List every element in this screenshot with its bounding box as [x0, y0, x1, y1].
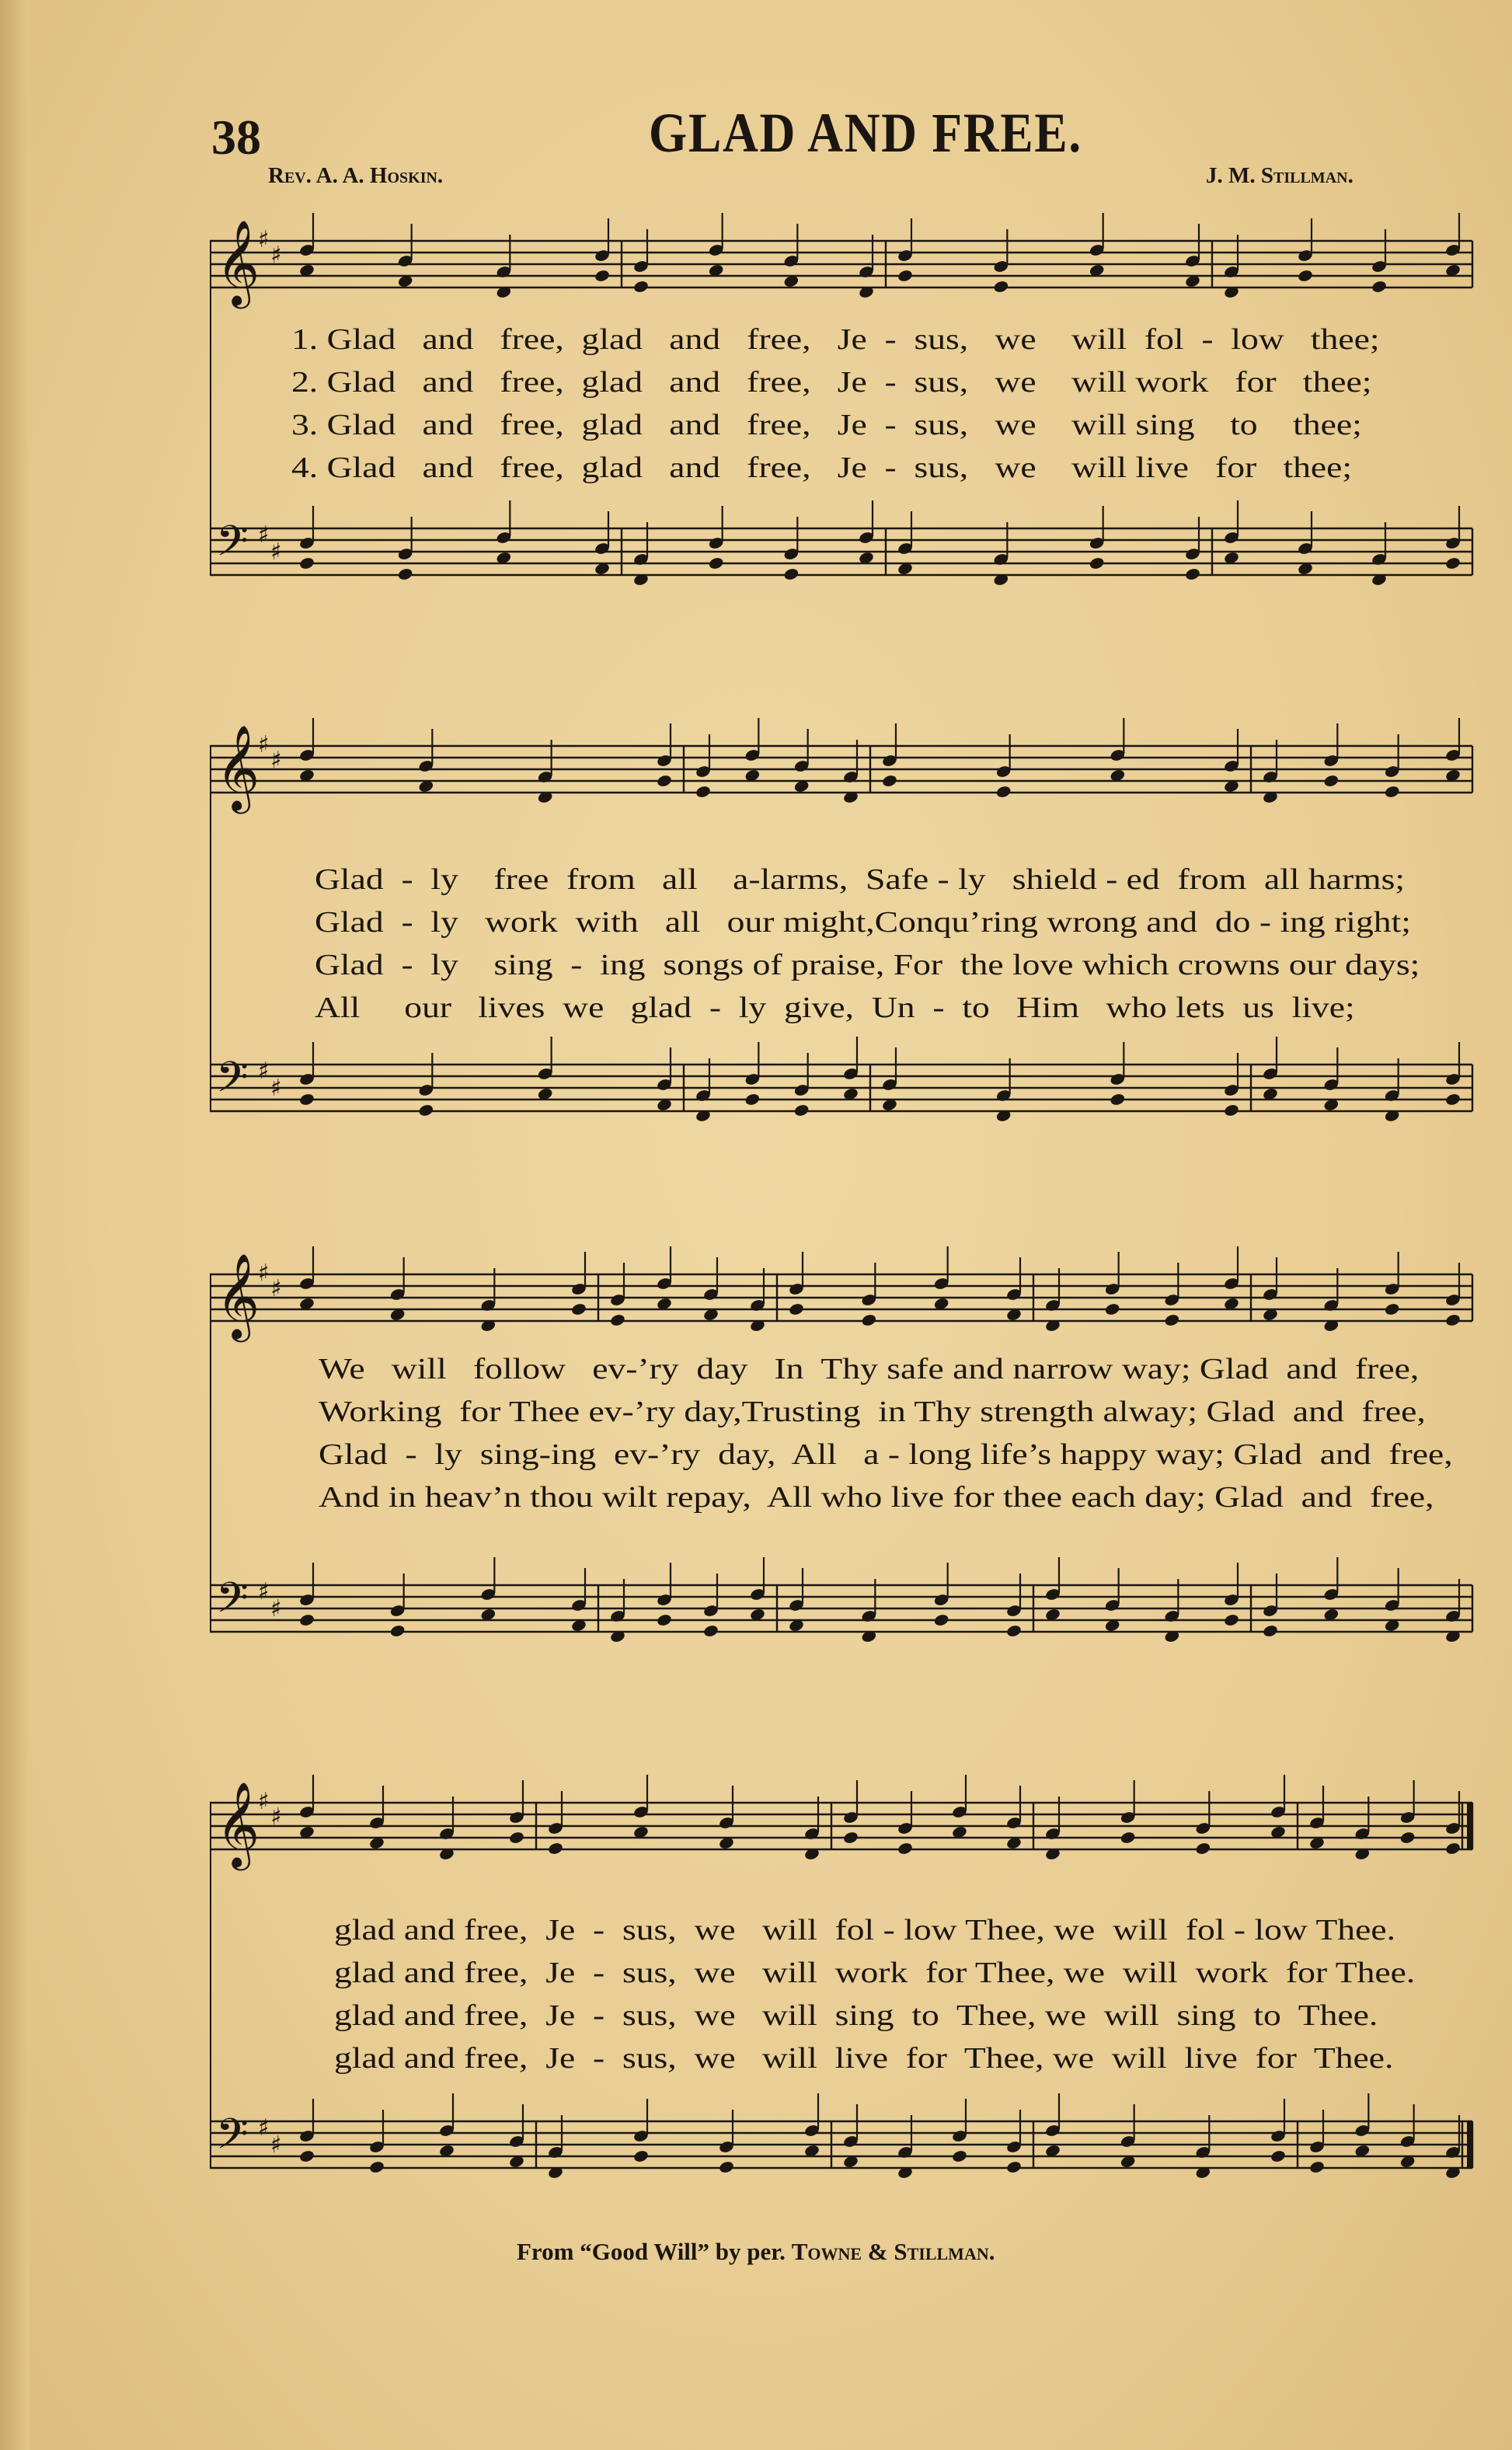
note-head [1308, 2160, 1325, 2174]
note-head [861, 1313, 877, 1327]
treble-clef: 𝄞 [216, 1782, 260, 1867]
sharp-sign: ♯ [258, 226, 270, 253]
treble-staff [210, 220, 1472, 309]
bass-clef: 𝄢 [216, 1574, 249, 1633]
treble-clef: 𝄞 [216, 220, 260, 305]
system-2-verse-3: Glad - ly sing - ing songs of praise, For the love which crowns our days; [315, 949, 1420, 981]
sharp-sign: ♯ [258, 1260, 270, 1287]
note-head [1444, 1842, 1461, 1856]
note-head [1164, 1313, 1180, 1327]
note-head [1444, 1093, 1461, 1107]
note-head [609, 1313, 625, 1327]
note-head [897, 269, 913, 283]
system-4-verse-1: glad and free, Je - sus, we will fol - low Thee, we will fol - low Thee. [334, 1914, 1395, 1946]
sharp-sign: ♯ [270, 1075, 282, 1102]
note-head [1270, 2149, 1286, 2163]
note-head [793, 1103, 810, 1117]
treble-clef: 𝄞 [216, 1253, 260, 1339]
note-head [1384, 785, 1400, 799]
bass-staff [210, 1054, 1472, 1112]
bass-staff [210, 518, 1472, 576]
sharp-sign: ♯ [258, 1058, 270, 1085]
system-1-verse-4: 4. Glad and free, glad and free, Je - sus, we will live for thee; [291, 451, 1353, 484]
note-head [570, 1302, 587, 1316]
system-1-staves [210, 202, 1484, 606]
source-credit [517, 2238, 995, 2266]
final-bar-thick [1467, 2121, 1472, 2168]
sharp-sign: ♯ [270, 538, 282, 566]
system-3-verse-1: We will follow ev-’ry day In Thy safe and narrow way; Glad and free, [319, 1353, 1420, 1385]
note-head [695, 785, 711, 799]
bass-clef: 𝄢 [216, 1054, 249, 1112]
note-head [418, 1103, 434, 1117]
system-2-verse-2: Glad - ly work with all our might,Conqu’ring wrong and do - ing right; [315, 906, 1411, 939]
system-3-verse-2: Working for Thee ev-’ry day,Trusting in Thy strength alway; Glad and free, [319, 1396, 1426, 1428]
system-1-verse-2: 2. Glad and free, glad and free, Je - sus, we will work for thee; [291, 366, 1372, 399]
note-head [298, 1093, 315, 1107]
system-1-verse-3: 3. Glad and free, glad and free, Je - sus, we will sing to thee; [291, 409, 1362, 441]
note-head [1005, 1624, 1022, 1638]
page-gutter [0, 0, 30, 2450]
sharp-sign: ♯ [258, 521, 270, 549]
note-head [933, 1613, 949, 1627]
note-head [1005, 2160, 1022, 2174]
note-head [1104, 1302, 1120, 1316]
sharp-sign: ♯ [258, 1578, 270, 1605]
note-head [995, 785, 1012, 799]
note-head [298, 2149, 315, 2163]
bass-staff [210, 2110, 1472, 2169]
system-2-verse-1: Glad - ly free from all a-larms, Safe - ly shield - ed from all harms; [315, 863, 1406, 896]
note-head [389, 1624, 406, 1638]
source-credit-prefix: From “Good Will” by per. [517, 2238, 786, 2265]
note-head [1120, 1831, 1136, 1845]
note-head [397, 567, 413, 581]
note-head [632, 2149, 649, 2163]
system-3-verse-4: And in heav’n thou wilt repay, All who live for thee each day; Glad and free, [319, 1481, 1434, 1514]
sharp-sign: ♯ [270, 2131, 282, 2159]
note-head [547, 1842, 563, 1856]
note-head [1223, 1613, 1239, 1627]
note-head [1399, 1831, 1416, 1845]
note-head [1223, 1103, 1239, 1117]
sharp-sign: ♯ [270, 1804, 282, 1831]
note-head [783, 567, 800, 581]
sharp-sign: ♯ [270, 1595, 282, 1622]
sharp-sign: ♯ [258, 2114, 270, 2142]
note-head [1371, 280, 1387, 294]
system-3-verse-3: Glad - ly sing-ing ev-’ry day, All a - long life’s happy way; Glad and free, [319, 1438, 1453, 1471]
note-head [656, 1613, 672, 1627]
note-head [1195, 1842, 1211, 1856]
note-head [656, 774, 672, 788]
treble-staff [210, 725, 1472, 814]
note-head [842, 1831, 859, 1845]
note-head [1110, 1093, 1126, 1107]
sharp-sign: ♯ [270, 747, 282, 774]
note-head [788, 1302, 804, 1316]
sharp-sign: ♯ [258, 731, 270, 758]
system-4-verse-4: glad and free, Je - sus, we will live for Thee, we will live for Thee. [334, 2042, 1394, 2075]
sharp-sign: ♯ [258, 1788, 270, 1815]
lyricist-credit: Rev. A. A. Hoskin. [268, 163, 444, 188]
note-head [1444, 1313, 1461, 1327]
note-head [881, 774, 897, 788]
note-head [298, 556, 315, 570]
note-head [1184, 567, 1200, 581]
note-head [951, 2149, 967, 2163]
note-head [744, 1093, 761, 1107]
note-head [594, 269, 610, 283]
bass-clef: 𝄢 [216, 2110, 249, 2169]
treble-clef: 𝄞 [216, 725, 260, 810]
note-head [1384, 1302, 1400, 1316]
source-credit-names: Towne & Stillman. [791, 2238, 995, 2265]
note-head [508, 1831, 524, 1845]
hymn-title: GLAD AND FREE. [649, 102, 1082, 164]
note-head [632, 280, 649, 294]
note-head [718, 2160, 734, 2174]
system-4-verse-3: glad and free, Je - sus, we will sing to Thee, we will sing to Thee. [334, 1999, 1378, 2032]
note-head [993, 280, 1009, 294]
system-4-verse-2: glad and free, Je - sus, we will work for Thee, we will work for Thee. [334, 1957, 1416, 1989]
note-head [368, 2160, 385, 2174]
note-head [1089, 556, 1105, 570]
composer-credit: J. M. Stillman. [1206, 163, 1353, 188]
note-head [1444, 556, 1461, 570]
final-bar-thick [1467, 1803, 1472, 1849]
system-1-verse-1: 1. Glad and free, glad and free, Je - sus, we will fol - low thee; [291, 323, 1380, 356]
bass-staff [210, 1574, 1472, 1633]
note-head [897, 1842, 913, 1856]
page-number: 38 [211, 110, 261, 165]
note-head [708, 556, 724, 570]
note-head [702, 1624, 719, 1638]
treble-staff [210, 1782, 1472, 1871]
sharp-sign: ♯ [270, 1275, 282, 1302]
note-head [1323, 774, 1340, 788]
note-head [298, 1613, 315, 1627]
sharp-sign: ♯ [270, 242, 282, 269]
bass-clef: 𝄢 [216, 518, 249, 576]
note-head [1297, 269, 1313, 283]
system-2-verse-4: All our lives we glad - ly give, Un - to Him who lets us live; [315, 992, 1355, 1024]
note-head [1262, 1624, 1278, 1638]
